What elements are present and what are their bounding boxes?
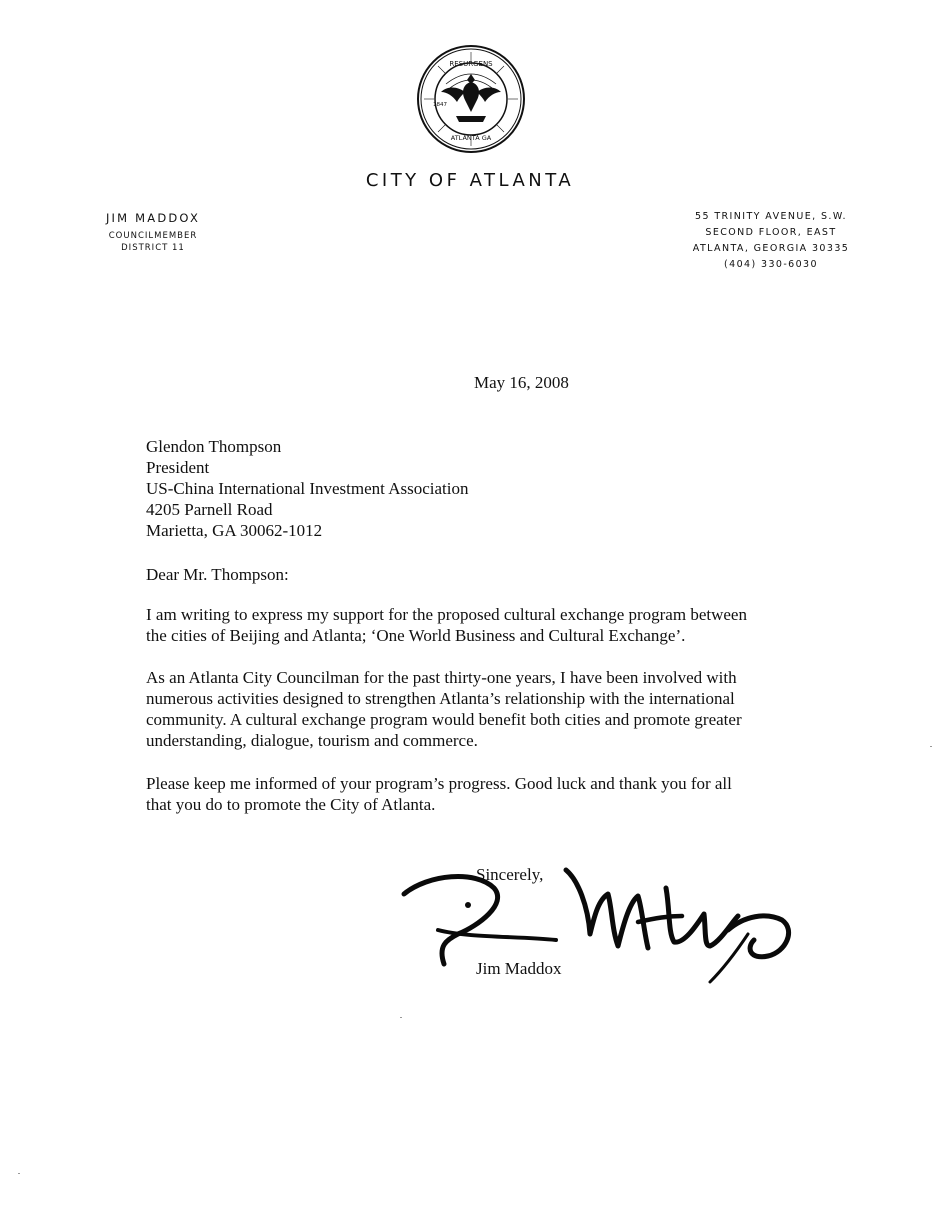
sender-name: JIM MADDOX bbox=[105, 211, 201, 225]
paragraph-line: numerous activities designed to strengthen Atlanta’s relationship with the international bbox=[146, 689, 735, 708]
salutation: Dear Mr. Thompson: bbox=[146, 565, 289, 584]
paragraph-line: understanding, dialogue, tourism and commerce. bbox=[146, 731, 478, 750]
recipient-title: President bbox=[146, 458, 210, 477]
body-paragraph bbox=[146, 667, 826, 751]
paragraph-line: community. A cultural exchange program would benefit both cities and promote greater bbox=[146, 710, 742, 729]
letterhead-title: CITY OF ATLANTA bbox=[365, 170, 575, 191]
sender-block bbox=[88, 211, 218, 254]
paragraph-line: that you do to promote the City of Atlanta. bbox=[146, 795, 436, 814]
paragraph-line: the cities of Beijing and Atlanta; ‘One World Business and Cultural Exchange’. bbox=[146, 626, 686, 645]
svg-text:ATLANTA GA: ATLANTA GA bbox=[450, 134, 492, 142]
scan-speck bbox=[400, 1017, 402, 1018]
paragraph-line: I am writing to express my support for the proposed cultural exchange program between bbox=[146, 605, 747, 624]
letter-date: May 16, 2008 bbox=[474, 373, 569, 392]
office-address-line: ATLANTA, GEORGIA 30335 bbox=[692, 243, 850, 254]
closing: Sincerely, bbox=[476, 865, 544, 884]
signatory-name: Jim Maddox bbox=[476, 959, 562, 978]
svg-text:RESURGENS: RESURGENS bbox=[449, 60, 493, 68]
city-seal-icon bbox=[416, 44, 526, 154]
body-paragraph bbox=[146, 604, 826, 646]
recipient-name: Glendon Thompson bbox=[146, 437, 282, 456]
recipient-block bbox=[146, 436, 468, 541]
svg-text:1847: 1847 bbox=[433, 102, 447, 108]
paragraph-line: As an Atlanta City Councilman for the past thirty-one years, I have been involved with bbox=[146, 668, 737, 687]
body-paragraph bbox=[146, 773, 826, 815]
recipient-city: Marietta, GA 30062-1012 bbox=[146, 521, 323, 540]
recipient-street: 4205 Parnell Road bbox=[146, 500, 273, 519]
sender-district: DISTRICT 11 bbox=[121, 243, 185, 253]
office-address-line: 55 TRINITY AVENUE, S.W. bbox=[695, 211, 847, 222]
recipient-organization: US-China International Investment Association bbox=[146, 479, 469, 498]
scan-speck bbox=[18, 1173, 20, 1174]
office-phone: (404) 330-6030 bbox=[724, 259, 818, 270]
sender-role: COUNCILMEMBER bbox=[108, 231, 198, 241]
scan-speck bbox=[930, 746, 932, 747]
office-address-line: SECOND FLOOR, EAST bbox=[705, 227, 837, 238]
paragraph-line: Please keep me informed of your program’s progress. Good luck and thank you for all bbox=[146, 774, 732, 793]
office-address bbox=[676, 209, 866, 273]
handwritten-signature-icon bbox=[398, 860, 798, 990]
